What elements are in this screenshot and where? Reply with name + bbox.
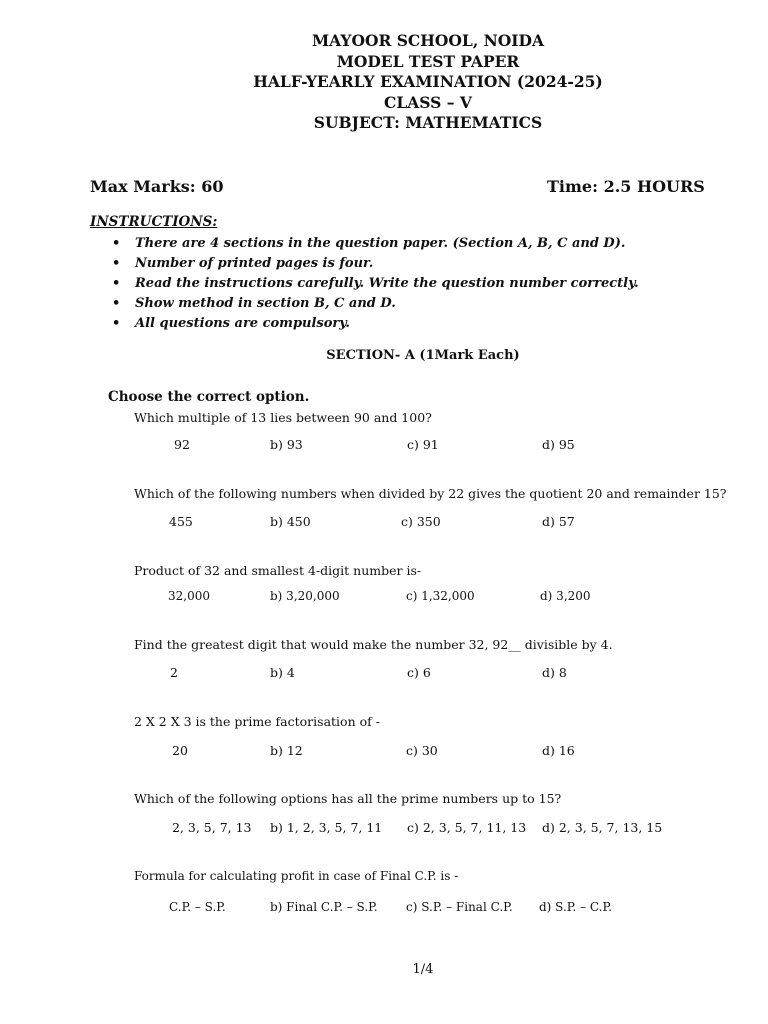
- option-d: d) 16: [542, 743, 575, 758]
- question-text: Which of the following numbers when divided by 22 gives the quotient 20 and remainder 15?: [134, 486, 727, 501]
- class-name: CLASS – V: [384, 92, 472, 112]
- option-a: 32,000: [168, 589, 210, 603]
- option-b: b) 1, 2, 3, 5, 7, 11: [270, 820, 383, 835]
- option-c: c) 91: [407, 437, 439, 452]
- page-number: 1/4: [412, 962, 434, 977]
- instruction-item: • Number of printed pages is four.: [112, 254, 639, 274]
- section-instruction: Choose the correct option.: [108, 389, 310, 405]
- option-a: 2, 3, 5, 7, 13: [172, 820, 252, 835]
- paper-type: MODEL TEST PAPER: [336, 51, 520, 71]
- option-d: d) 2, 3, 5, 7, 13, 15: [542, 820, 663, 835]
- instructions-title: INSTRUCTIONS:: [90, 214, 218, 230]
- option-b: b) 450: [270, 514, 311, 529]
- option-a: 20: [172, 743, 188, 758]
- question-text: Find the greatest digit that would make the number 32, 92__ divisible by 4.: [134, 637, 613, 652]
- question-text: Formula for calculating profit in case of Final C.P. is -: [134, 869, 459, 883]
- max-marks: Max Marks: 60: [90, 177, 224, 196]
- option-b: b) 3,20,000: [270, 589, 340, 603]
- option-c: c) 1,32,000: [406, 589, 475, 603]
- option-a: 455: [169, 514, 193, 529]
- option-c: c) 2, 3, 5, 7, 11, 13: [407, 820, 527, 835]
- question-text: 2 X 2 X 3 is the prime factorisation of -: [134, 714, 380, 729]
- school-name: MAYOOR SCHOOL, NOIDA: [311, 31, 544, 50]
- question-text: Product of 32 and smallest 4-digit number is-: [134, 563, 422, 578]
- option-c: c) 6: [407, 665, 431, 680]
- exam-name: HALF-YEARLY EXAMINATION (2024-25): [253, 72, 603, 91]
- option-a: C.P. – S.P.: [169, 900, 226, 914]
- instructions-list: [112, 234, 639, 334]
- option-b: b) 4: [270, 665, 295, 680]
- option-d: d) 3,200: [540, 589, 591, 603]
- instruction-item: • There are 4 sections in the question paper. (Section A, B, C and D).: [112, 234, 639, 254]
- section-title: SECTION- A (1Mark Each): [326, 348, 520, 363]
- time-allowed: Time: 2.5 HOURS: [547, 177, 705, 196]
- option-b: b) Final C.P. – S.P.: [270, 900, 378, 914]
- instruction-item: • Show method in section B, C and D.: [112, 294, 639, 314]
- question-text: Which of the following options has all the prime numbers up to 15?: [134, 791, 562, 806]
- instruction-item: • Read the instructions carefully. Write the question number correctly.: [112, 274, 639, 294]
- option-c: c) 350: [401, 514, 441, 529]
- instruction-item: • All questions are compulsory.: [112, 314, 639, 334]
- paper-header: [0, 31, 768, 134]
- option-d: d) 8: [542, 665, 567, 680]
- question-text: Which multiple of 13 lies between 90 and 100?: [134, 410, 432, 425]
- option-b: b) 12: [270, 743, 303, 758]
- subject-name: SUBJECT: MATHEMATICS: [313, 113, 543, 132]
- option-d: d) 57: [542, 514, 575, 529]
- option-c: c) S.P. – Final C.P.: [406, 900, 513, 914]
- option-a: 2: [170, 665, 178, 680]
- option-d: d) S.P. – C.P.: [539, 900, 612, 914]
- option-c: c) 30: [406, 743, 438, 758]
- option-d: d) 95: [542, 437, 575, 452]
- option-b: b) 93: [270, 437, 303, 452]
- option-a: 92: [174, 437, 190, 452]
